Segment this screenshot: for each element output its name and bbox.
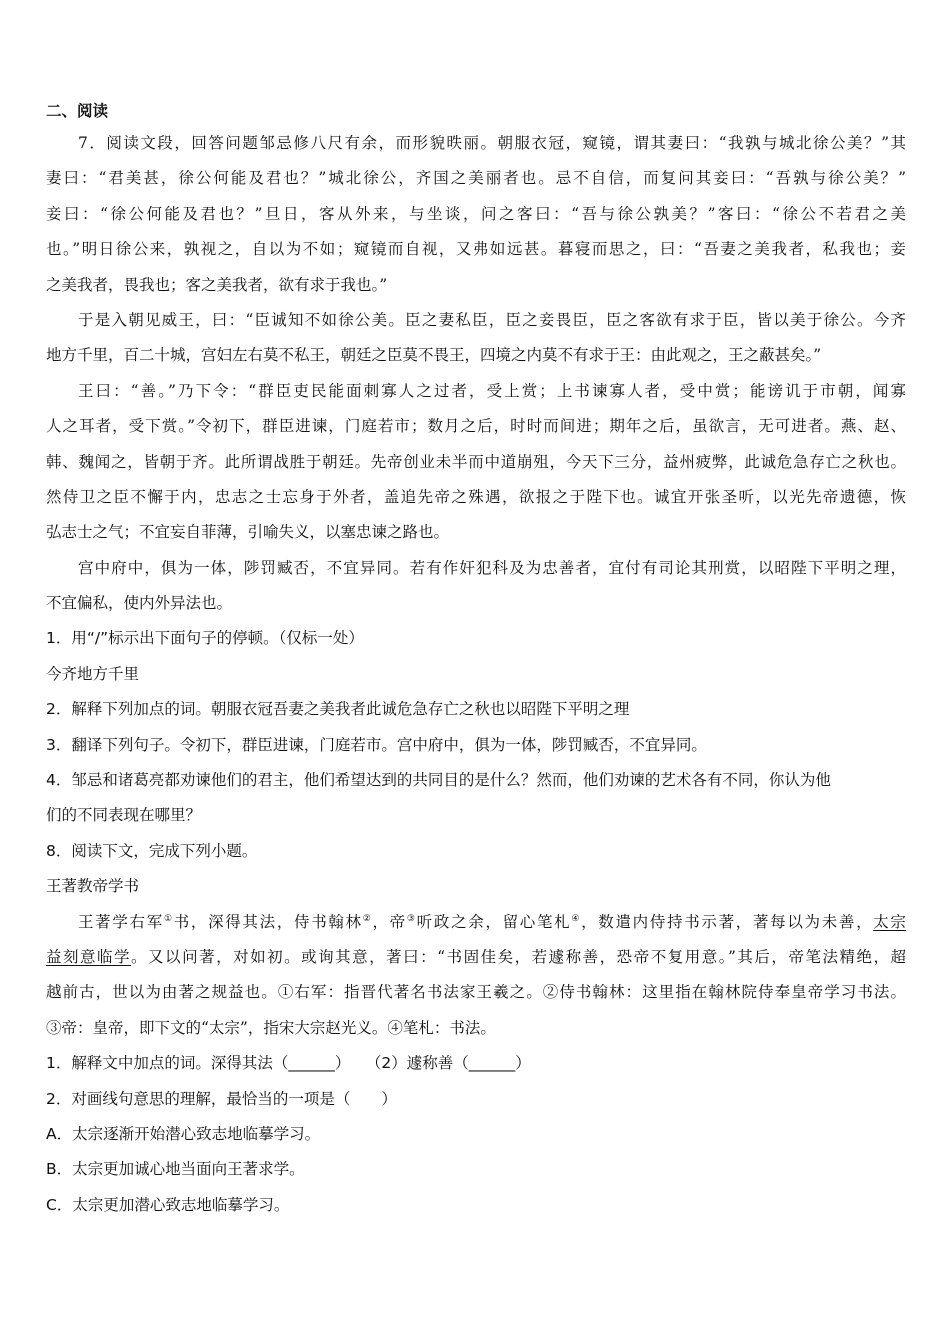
question-line: 2．解释下列加点的词。朝服衣冠吾妻之美我者此诚危急存亡之秋也以昭陛下平明之理	[46, 700, 630, 719]
text: 书，深得其法，侍书翰林	[173, 912, 363, 931]
q8-passage-line: ③帝：皇帝，即下文的“太宗”，指宋大宗赵光义。④笔札：书法。	[46, 1018, 496, 1037]
question-line: C．太宗更加潜心致志地临摹学习。	[46, 1195, 290, 1214]
q7-passage-4	[46, 551, 906, 622]
q7-passage-2	[46, 303, 906, 374]
question-line: 4．邹忌和诸葛亮都劝谏他们的君主，他们希望达到的共同目的是什么？然而，他们劝谏的艺术各有不同，你认为他	[46, 771, 831, 790]
passage-line: 也。”明日徐公来，孰视之，自以为不如；窥镜而自视，又弗如远甚。暮寝而思之，曰：“吾妻之美我者，私我也；妾	[46, 240, 906, 259]
question-line: B．太宗更加诚心地当面向王著求学。	[46, 1160, 305, 1179]
passage-line: 7．阅读文段，回答问题邹忌修八尺有余，而形貌昳丽。朝服衣冠，窥镜，谓其妻曰：“我孰与城北徐公美？”其	[78, 134, 906, 152]
footnote-ref: ②	[362, 913, 373, 924]
text: 。又以问著，对如初。或询其意，著曰：“书固佳矣，若遽称善，恐帝不复用意。”其后，帝笔法精绝，超	[131, 947, 906, 966]
text: 王著学右军	[78, 912, 164, 931]
q8-intro: 8．阅读下文，完成下列小题。	[46, 841, 258, 860]
text: 听政之余，留心笔札	[416, 912, 572, 931]
passage-line: 宫中府中，俱为一体，陟罚臧否，不宜异同。若有作奸犯科及为忠善者，宜付有司论其刑赏，以昭陛下平明之理，	[78, 558, 906, 577]
section-title: 二、阅读	[46, 102, 109, 120]
underlined-text: 太宗	[873, 912, 906, 931]
passage-line: 弘志士之气；不宜妄自菲薄，引喻失义，以塞忠谏之路也。	[46, 523, 450, 542]
q7-questions	[46, 621, 906, 833]
passage-line: 妾曰：“徐公何能及君也？”旦日，客从外来，与坐谈，问之客曰：“吾与徐公孰美？”客曰：“徐公不若君之美	[46, 204, 906, 223]
underlined-text: 益刻意临学	[46, 947, 132, 966]
passage-line: 地方千里，百二十城，宫妇左右莫不私王，朝廷之臣莫不畏王，四境之内莫不有求于王：由此观之，王之蔽甚矣。”	[46, 346, 822, 365]
passage-line: 之美我者，畏我也；客之美我者，欲有求于我也。”	[46, 275, 388, 294]
question-line: A．太宗逐渐开始潜心致志地临摹学习。	[46, 1124, 321, 1143]
passage-line: 于是入朝见威王，曰：“臣诚知不如徐公美。臣之妻私臣，臣之妾畏臣，臣之客欲有求于臣，皆以美于徐公。今齐	[78, 310, 906, 329]
passage-line: 不宜偏私，使内外异法也。	[46, 594, 233, 613]
question-line: 1．解释文中加点的词。深得其法（______） （2）遽称善（______）	[46, 1054, 531, 1073]
question-line: 今齐地方千里	[46, 664, 140, 683]
footnote-ref: ④	[571, 913, 582, 924]
footnote-ref: ③	[406, 913, 417, 924]
text: ，帝	[372, 912, 407, 931]
q8-passage-line	[46, 940, 906, 975]
document-page	[46, 100, 906, 1223]
q7-passage-3	[46, 374, 906, 551]
footnote-ref: ①	[163, 913, 174, 924]
q7-passage-1	[46, 126, 906, 303]
text: ，数遣内侍持书示著，著每以为未善，	[581, 912, 874, 931]
q8-title: 王著教帝学书	[46, 877, 140, 896]
question-line: 3．翻译下列句子。令初下，群臣进谏，门庭若市。宫中府中，俱为一体，陟罚臧否，不宜异同。	[46, 735, 707, 754]
question-line: 们的不同表现在哪里？	[46, 806, 202, 825]
passage-line: 妻曰：“君美甚，徐公何能及君也？”城北徐公，齐国之美丽者也。忌不自信，而复问其妾曰：“吾孰与徐公美？”	[46, 169, 906, 188]
passage-line: 韩、魏闻之，皆朝于齐。此所谓战胜于朝廷。先帝创业未半而中道崩殂，今天下三分，益州疲弊，此诚危急存亡之秋也。	[46, 452, 906, 471]
q8-questions	[46, 1046, 906, 1223]
passage-line: 人之耳者，受下赏。”令初下，群臣进谏，门庭若市；数月之后，时时而间进；期年之后，虽欲言，无可进者。燕、赵、	[46, 417, 906, 436]
q8-passage-line: 越前古，世以为由著之规益也。①右军：指晋代著名书法家王羲之。②侍书翰林：这里指在翰林院侍奉皇帝学习书法。	[46, 983, 906, 1002]
passage-line: 然侍卫之臣不懈于内，忠志之士忘身于外者，盖追先帝之殊遇，欲报之于陛下也。诚宜开张圣听，以光先帝遗德，恢	[46, 487, 906, 506]
passage-line: 王曰：“善。”乃下令：“群臣吏民能面刺寡人之过者，受上赏；上书谏寡人者，受中赏；能谤讥于市朝，闻寡	[78, 381, 906, 400]
question-line: 1．用“/”标示出下面句子的停顿。（仅标一处）	[46, 629, 364, 648]
question-line: 2．对画线句意思的理解，最恰当的一项是（ ）	[46, 1089, 397, 1108]
q8-passage-line	[46, 905, 906, 940]
